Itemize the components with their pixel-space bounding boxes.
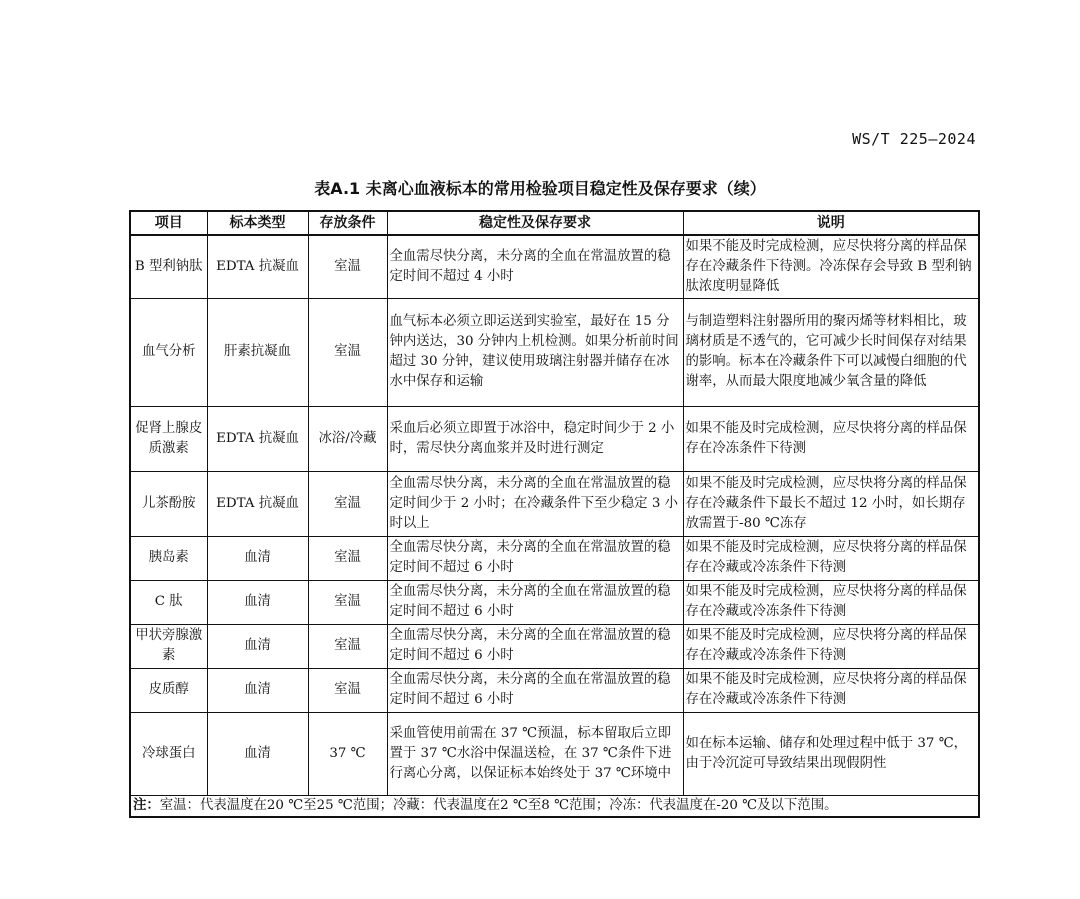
- cell-storage: 室温: [308, 536, 387, 580]
- cell-specimen: 肝素抗凝血: [207, 298, 308, 406]
- column-header-specimen: 标本类型: [207, 211, 308, 235]
- cell-item: 儿茶酚胺: [130, 471, 207, 536]
- cell-stability: 全血需尽快分离，未分离的全血在常温放置的稳定时间不超过 6 小时: [387, 580, 683, 624]
- cell-storage: 37 ℃: [308, 712, 387, 795]
- footnote-label: 注：: [133, 797, 160, 813]
- table-row: [130, 580, 979, 624]
- cell-stability: 全血需尽快分离，未分离的全血在常温放置的稳定时间少于 2 小时；在冷藏条件下至少稳定 3 小时以上: [387, 471, 683, 536]
- cell-item: 甲状旁腺激素: [130, 624, 207, 668]
- column-header-storage: 存放条件: [308, 211, 387, 235]
- table-caption: 表A.1 未离心血液标本的常用检验项目稳定性及保存要求（续）: [314, 179, 766, 198]
- cell-stability: 血气标本必须立即运送到实验室，最好在 15 分钟内送达，30 分钟内上机检测。如果分析前时间超过 30 分钟，建议使用玻璃注射器并储存在冰水中保存和运输: [387, 298, 683, 406]
- cell-storage: 室温: [308, 580, 387, 624]
- column-header-notes: 说明: [683, 211, 979, 235]
- cell-notes: 如果不能及时完成检测，应尽快将分离的样品保存在冷藏条件下最长不超过 12 小时，如长期存放需置于-80 ℃冻存: [683, 471, 979, 536]
- table-row: [130, 235, 979, 298]
- table-header-row: [130, 211, 979, 235]
- cell-specimen: EDTA 抗凝血: [207, 235, 308, 298]
- cell-notes: 如果不能及时完成检测，应尽快将分离的样品保存在冷藏或冷冻条件下待测: [683, 536, 979, 580]
- cell-stability: 全血需尽快分离，未分离的全血在常温放置的稳定时间不超过 4 小时: [387, 235, 683, 298]
- cell-item: 皮质醇: [130, 668, 207, 712]
- cell-item: 胰岛素: [130, 536, 207, 580]
- cell-specimen: 血清: [207, 668, 308, 712]
- cell-item: 冷球蛋白: [130, 712, 207, 795]
- table-row: [130, 536, 979, 580]
- standard-code: WS/T 225—2024: [852, 130, 976, 148]
- cell-stability: 采血后必须立即置于冰浴中，稳定时间少于 2 小时，需尽快分离血浆并及时进行测定: [387, 406, 683, 471]
- cell-stability: 全血需尽快分离，未分离的全血在常温放置的稳定时间不超过 6 小时: [387, 536, 683, 580]
- cell-storage: 室温: [308, 471, 387, 536]
- cell-item: C 肽: [130, 580, 207, 624]
- cell-notes: 如果不能及时完成检测，应尽快将分离的样品保存在冷藏或冷冻条件下待测: [683, 624, 979, 668]
- column-header-stability: 稳定性及保存要求: [387, 211, 683, 235]
- cell-item: B 型利钠肽: [130, 235, 207, 298]
- cell-storage: 室温: [308, 235, 387, 298]
- cell-stability: 采血管使用前需在 37 ℃预温，标本留取后立即置于 37 ℃水浴中保温送检，在 37 ℃条件下进行离心分离，以保证标本始终处于 37 ℃环境中: [387, 712, 683, 795]
- cell-specimen: 血清: [207, 712, 308, 795]
- cell-notes: 如果不能及时完成检测，应尽快将分离的样品保存在冷藏条件下待测。冷冻保存会导致 B 型利钠肽浓度明显降低: [683, 235, 979, 298]
- cell-specimen: 血清: [207, 624, 308, 668]
- cell-item: 血气分析: [130, 298, 207, 406]
- cell-specimen: EDTA 抗凝血: [207, 406, 308, 471]
- cell-stability: 全血需尽快分离，未分离的全血在常温放置的稳定时间不超过 6 小时: [387, 668, 683, 712]
- cell-storage: 冰浴/冷藏: [308, 406, 387, 471]
- cell-notes: 如果不能及时完成检测，应尽快将分离的样品保存在冷藏或冷冻条件下待测: [683, 668, 979, 712]
- cell-storage: 室温: [308, 298, 387, 406]
- table-body: [130, 235, 979, 795]
- cell-notes: 如果不能及时完成检测，应尽快将分离的样品保存在冷冻条件下待测: [683, 406, 979, 471]
- table-row: [130, 624, 979, 668]
- cell-specimen: EDTA 抗凝血: [207, 471, 308, 536]
- stability-table: [129, 210, 980, 818]
- cell-item: 促肾上腺皮质激素: [130, 406, 207, 471]
- cell-storage: 室温: [308, 668, 387, 712]
- cell-storage: 室温: [308, 624, 387, 668]
- table-row: [130, 712, 979, 795]
- footnote-text: 室温：代表温度在20 ℃至25 ℃范围；冷藏：代表温度在2 ℃至8 ℃范围；冷冻：代表温度在-20 ℃及以下范围。: [159, 797, 838, 813]
- cell-notes: 与制造塑料注射器所用的聚丙烯等材料相比，玻璃材质是不透气的，它可减少长时间保存对结果的影响。标本在冷藏条件下可以减慢白细胞的代谢率，从而最大限度地减少氧含量的降低: [683, 298, 979, 406]
- cell-notes: 如果不能及时完成检测，应尽快将分离的样品保存在冷藏或冷冻条件下待测: [683, 580, 979, 624]
- table-row: [130, 471, 979, 536]
- table-row: [130, 406, 979, 471]
- cell-specimen: 血清: [207, 536, 308, 580]
- footnote-cell: [130, 795, 979, 817]
- cell-stability: 全血需尽快分离，未分离的全血在常温放置的稳定时间不超过 6 小时: [387, 624, 683, 668]
- cell-specimen: 血清: [207, 580, 308, 624]
- table-row: [130, 298, 979, 406]
- cell-notes: 如在标本运输、储存和处理过程中低于 37 ℃，由于冷沉淀可导致结果出现假阴性: [683, 712, 979, 795]
- footnote-row: [130, 795, 979, 817]
- table-row: [130, 668, 979, 712]
- column-header-item: 项目: [130, 211, 207, 235]
